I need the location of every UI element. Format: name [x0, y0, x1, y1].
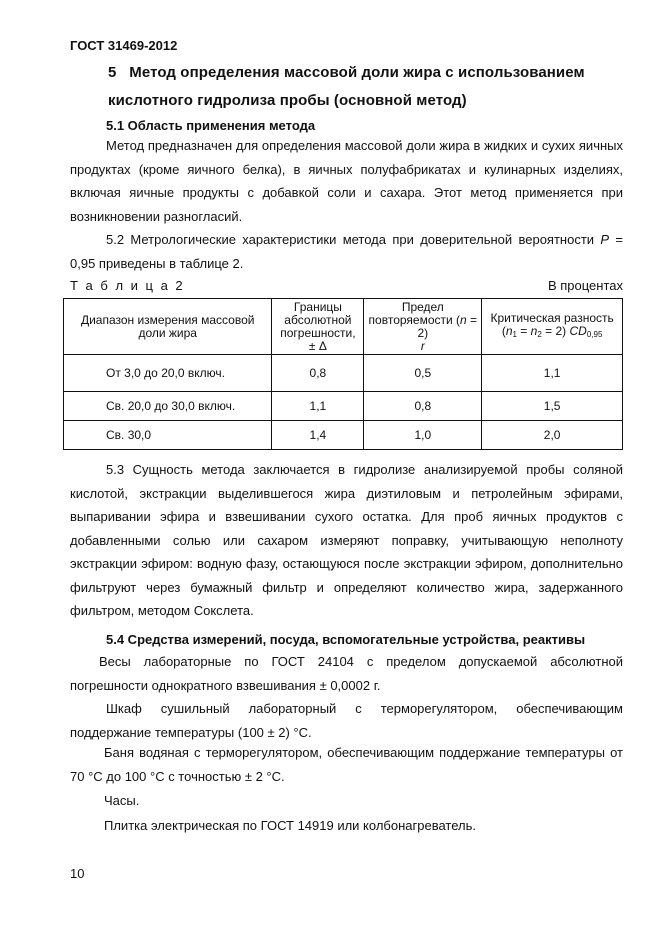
section-title: [108, 64, 585, 81]
table-row: [64, 421, 623, 450]
header-crit-n2: n: [530, 324, 538, 338]
table-unit: В процентах: [547, 278, 623, 293]
cell-critical-diff: 1,5: [482, 392, 623, 421]
header-crit-text: Критическая разность: [490, 311, 614, 325]
metrology-line1: 5.2 Метрологические характеристики метода при доверительной вероятности: [106, 232, 595, 247]
header-crit-s1: 1: [512, 330, 517, 339]
bath-paragraph: [70, 741, 623, 788]
header-crit-eq: =: [516, 324, 531, 338]
hotplate-line: Плитка электрическая по ГОСТ 14919 или колбонагреватель.: [104, 818, 476, 833]
cell-abs-error: 1,1: [272, 392, 364, 421]
subsection-5-1-title: 5.1 Область применения метода: [106, 118, 316, 133]
cell-repeatability: 0,8: [364, 392, 482, 421]
header-crit-cd: CD: [569, 324, 587, 338]
header-rep-text: Предел повторяемости (: [368, 299, 461, 327]
cell-abs-error: 1,4: [272, 421, 364, 450]
cell-repeatability: 0,5: [364, 355, 482, 392]
section-number: 5: [108, 64, 117, 81]
cell-range: Св. 30,0: [64, 421, 272, 450]
header-rep-r: r: [420, 338, 425, 353]
metrology-line2: = 0,95 приведены в таблице 2.: [70, 232, 623, 271]
cell-critical-diff: 1,1: [482, 355, 623, 392]
scales-paragraph: [70, 650, 623, 697]
subsection-5-4-title: 5.4 Средства измерений, посуда, вспомогательные устройства, реактивы: [106, 632, 586, 647]
paragraph-text: Метод предназначен для определения массовой доли жира в жидких и сухих яичных продуктах (кроме яичного белка), в яичных полуфабрикатах и кулинарных изделиях, включая яичные продукты с добавкой соли и сахара. Этот метод применяется при возникновении разногласий.: [70, 138, 623, 224]
header-abs-error: [272, 299, 364, 355]
header-crit-s2: 2: [537, 330, 542, 339]
page-number: 10: [70, 866, 85, 881]
oven-paragraph: [70, 697, 623, 744]
subsection-5-2-paragraph: [70, 228, 623, 275]
probability-symbol: P: [600, 232, 610, 247]
cell-repeatability: 1,0: [364, 421, 482, 450]
paragraph-text: Баня водяная с терморегулятором, обеспечивающим поддержание температуры от 70 °С до 100 °С с точностью ± 2 °С.: [70, 745, 623, 784]
cell-range: Св. 20,0 до 30,0 включ.: [64, 392, 272, 421]
paragraph-text: 5.3 Сущность метода заключается в гидролизе анализируемой пробы соляной кислотой, экстракции выделившегося жира диэтиловым и петролейным эфирами, выпаривании эфира и взвешивании сухого остатка. Для проб яичных продуктов с добавленными солью или сахаром измеряют поправку, учитывающую неполноту экстракции эфиром: водную фазу, остающуюся после экстракции эфиром, дополнительно фильтруют через бумажный фильтр и определяют количество жира, задержанного фильтром, методом Сокслета.: [70, 462, 623, 618]
cell-critical-diff: 2,0: [482, 421, 623, 450]
document-code: ГОСТ 31469-2012: [70, 38, 178, 53]
metrology-table: [63, 298, 623, 450]
header-rep-eq: = 2): [417, 312, 478, 340]
table-header-row: [64, 299, 623, 355]
subsection-5-1-paragraph: [70, 134, 623, 228]
header-crit-sub: 0,95: [586, 330, 603, 339]
header-rep-n: n: [460, 312, 467, 327]
section-title-line2: кислотного гидролиза пробы (основной метод): [108, 92, 467, 109]
cell-abs-error: 0,8: [272, 355, 364, 392]
paragraph-text: Шкаф сушильный лабораторный с терморегулятором, обеспечивающим поддержание температуры (100 ± 2) °С.: [70, 701, 623, 740]
header-range-text: Диапазон измерения массовой доли жира: [80, 312, 255, 340]
header-repeatability: [364, 299, 482, 355]
header-range: [64, 299, 272, 355]
header-critical-diff: Критическая разность $(n_1 = n_2 = 2)$ $CD_{0,95}$: [482, 299, 623, 355]
table-row: [64, 355, 623, 392]
clock-line: Часы.: [104, 793, 140, 808]
section-title-line1: Метод определения массовой доли жира с использованием: [129, 64, 585, 81]
cell-range: От 3,0 до 20,0 включ.: [64, 355, 272, 392]
table-row: [64, 392, 623, 421]
header-crit-n1: n: [505, 324, 513, 338]
paragraph-text: Весы лабораторные по ГОСТ 24104 с пределом допускаемой абсолютной погрешности однократного взвешивания ± 0,0002 г.: [70, 654, 623, 693]
table-caption: Т а б л и ц а 2: [70, 278, 185, 293]
header-crit-eq2: = 2): [541, 324, 570, 338]
subsection-5-3-paragraph: [70, 458, 623, 623]
header-abs-error-text: Границы абсолютной погрешности, ± Δ: [280, 299, 356, 353]
